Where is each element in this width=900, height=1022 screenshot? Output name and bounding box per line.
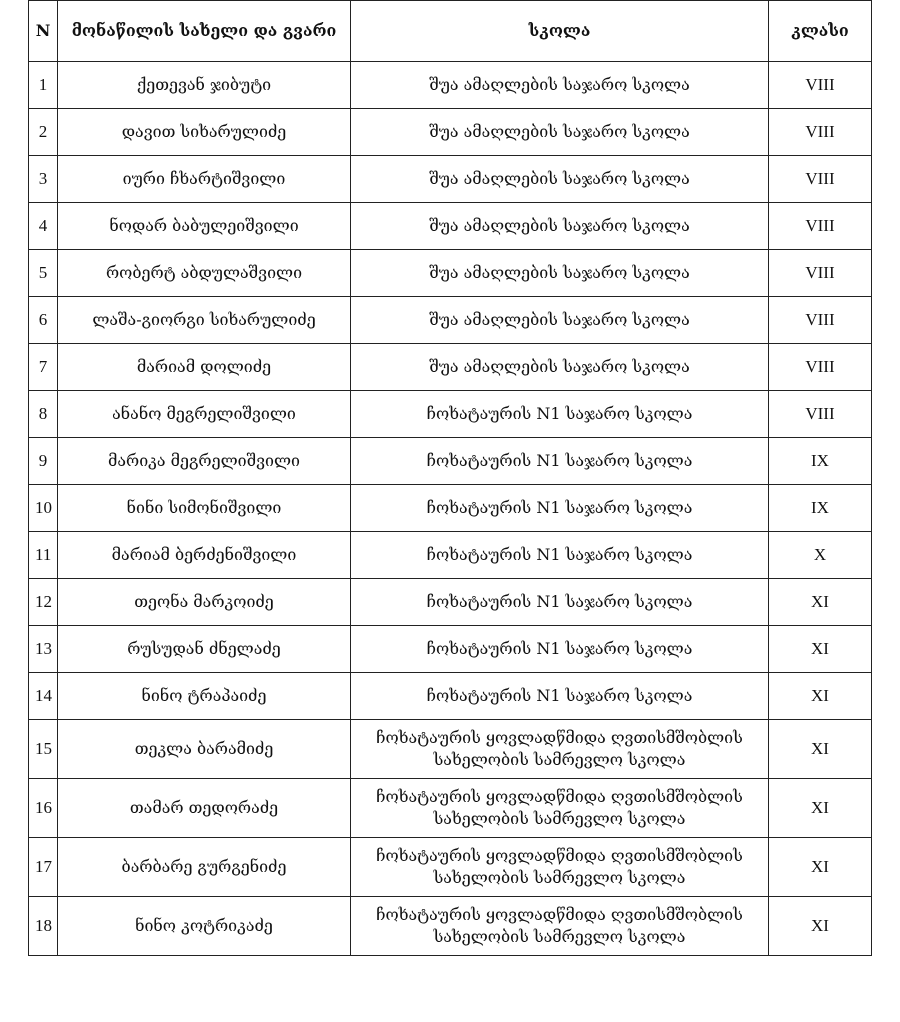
table-row [29, 579, 872, 626]
cell-grade: VIII [769, 203, 872, 250]
table-row [29, 485, 872, 532]
cell-grade: XI [769, 838, 872, 897]
table-row [29, 297, 872, 344]
cell-school: შუა ამაღლების საჯარო სკოლა [351, 297, 769, 344]
cell-student-name: ქეთევან ჯიბუტი [58, 62, 351, 109]
cell-number: 2 [29, 109, 58, 156]
cell-grade: X [769, 532, 872, 579]
cell-number: 11 [29, 532, 58, 579]
cell-grade: VIII [769, 250, 872, 297]
cell-number: 16 [29, 779, 58, 838]
table-row [29, 438, 872, 485]
table-row [29, 673, 872, 720]
cell-school: შუა ამაღლების საჯარო სკოლა [351, 62, 769, 109]
cell-student-name: მარიამ ბერძენიშვილი [58, 532, 351, 579]
cell-school: შუა ამაღლების საჯარო სკოლა [351, 250, 769, 297]
cell-student-name: ნინი სიმონიშვილი [58, 485, 351, 532]
cell-grade: XI [769, 579, 872, 626]
cell-school: ჩოხატაურის ყოვლადწმიდა ღვთისმშობლის სახელობის სამრევლო სკოლა [351, 779, 769, 838]
cell-grade: IX [769, 485, 872, 532]
cell-number: 10 [29, 485, 58, 532]
cell-school: შუა ამაღლების საჯარო სკოლა [351, 203, 769, 250]
table-row [29, 109, 872, 156]
cell-school: ჩოხატაურის N1 საჯარო სკოლა [351, 391, 769, 438]
cell-number: 9 [29, 438, 58, 485]
cell-school: ჩოხატაურის N1 საჯარო სკოლა [351, 579, 769, 626]
cell-grade: VIII [769, 62, 872, 109]
cell-number: 3 [29, 156, 58, 203]
cell-number: 8 [29, 391, 58, 438]
table-row [29, 838, 872, 897]
cell-grade: XI [769, 673, 872, 720]
cell-grade: VIII [769, 297, 872, 344]
cell-student-name: თამარ თედორაძე [58, 779, 351, 838]
table-row [29, 156, 872, 203]
cell-grade: VIII [769, 156, 872, 203]
table-row [29, 62, 872, 109]
cell-number: 4 [29, 203, 58, 250]
cell-number: 15 [29, 720, 58, 779]
header-grade: კლასი [769, 1, 872, 62]
cell-school: ჩოხატაურის ყოვლადწმიდა ღვთისმშობლის სახელობის სამრევლო სკოლა [351, 897, 769, 956]
participants-table [28, 0, 872, 956]
header-number: N [29, 1, 58, 62]
header-row [29, 1, 872, 62]
cell-student-name: თეკლა ბარამიძე [58, 720, 351, 779]
cell-number: 18 [29, 897, 58, 956]
cell-school: ჩოხატაურის ყოვლადწმიდა ღვთისმშობლის სახელობის სამრევლო სკოლა [351, 838, 769, 897]
cell-number: 14 [29, 673, 58, 720]
header-school: სკოლა [351, 1, 769, 62]
cell-number: 12 [29, 579, 58, 626]
cell-grade: VIII [769, 391, 872, 438]
cell-school: შუა ამაღლების საჯარო სკოლა [351, 109, 769, 156]
cell-grade: VIII [769, 109, 872, 156]
table-row [29, 626, 872, 673]
cell-school: ჩოხატაურის N1 საჯარო სკოლა [351, 485, 769, 532]
cell-student-name: დავით სიხარულიძე [58, 109, 351, 156]
table-row [29, 897, 872, 956]
cell-student-name: ნოდარ ბაბულეიშვილი [58, 203, 351, 250]
table-body [29, 62, 872, 956]
cell-student-name: ნინო კოტრიკაძე [58, 897, 351, 956]
cell-school: ჩოხატაურის N1 საჯარო სკოლა [351, 438, 769, 485]
cell-grade: XI [769, 779, 872, 838]
cell-number: 1 [29, 62, 58, 109]
cell-school: ჩოხატაურის ყოვლადწმიდა ღვთისმშობლის სახელობის სამრევლო სკოლა [351, 720, 769, 779]
header-name: მონაწილის სახელი და გვარი [58, 1, 351, 62]
cell-number: 13 [29, 626, 58, 673]
cell-school: შუა ამაღლების საჯარო სკოლა [351, 344, 769, 391]
cell-student-name: ლაშა-გიორგი სიხარულიძე [58, 297, 351, 344]
table-row [29, 779, 872, 838]
cell-school: ჩოხატაურის N1 საჯარო სკოლა [351, 532, 769, 579]
cell-grade: VIII [769, 344, 872, 391]
cell-student-name: რუსუდან ძნელაძე [58, 626, 351, 673]
cell-student-name: ბარბარე გურგენიძე [58, 838, 351, 897]
cell-number: 7 [29, 344, 58, 391]
cell-school: შუა ამაღლების საჯარო სკოლა [351, 156, 769, 203]
table-row [29, 203, 872, 250]
cell-student-name: მარიამ დოლიძე [58, 344, 351, 391]
table-row [29, 532, 872, 579]
cell-school: ჩოხატაურის N1 საჯარო სკოლა [351, 673, 769, 720]
cell-grade: IX [769, 438, 872, 485]
cell-number: 17 [29, 838, 58, 897]
cell-grade: XI [769, 720, 872, 779]
cell-school: ჩოხატაურის N1 საჯარო სკოლა [351, 626, 769, 673]
cell-student-name: ნინო ტრაპაიძე [58, 673, 351, 720]
cell-student-name: იური ჩხარტიშვილი [58, 156, 351, 203]
cell-student-name: ანანო მეგრელიშვილი [58, 391, 351, 438]
table-row [29, 391, 872, 438]
table-row [29, 720, 872, 779]
cell-student-name: თეონა მარკოიძე [58, 579, 351, 626]
cell-grade: XI [769, 897, 872, 956]
cell-student-name: რობერტ აბდულაშვილი [58, 250, 351, 297]
cell-student-name: მარიკა მეგრელიშვილი [58, 438, 351, 485]
table-row [29, 250, 872, 297]
cell-number: 6 [29, 297, 58, 344]
table-row [29, 344, 872, 391]
cell-grade: XI [769, 626, 872, 673]
cell-number: 5 [29, 250, 58, 297]
